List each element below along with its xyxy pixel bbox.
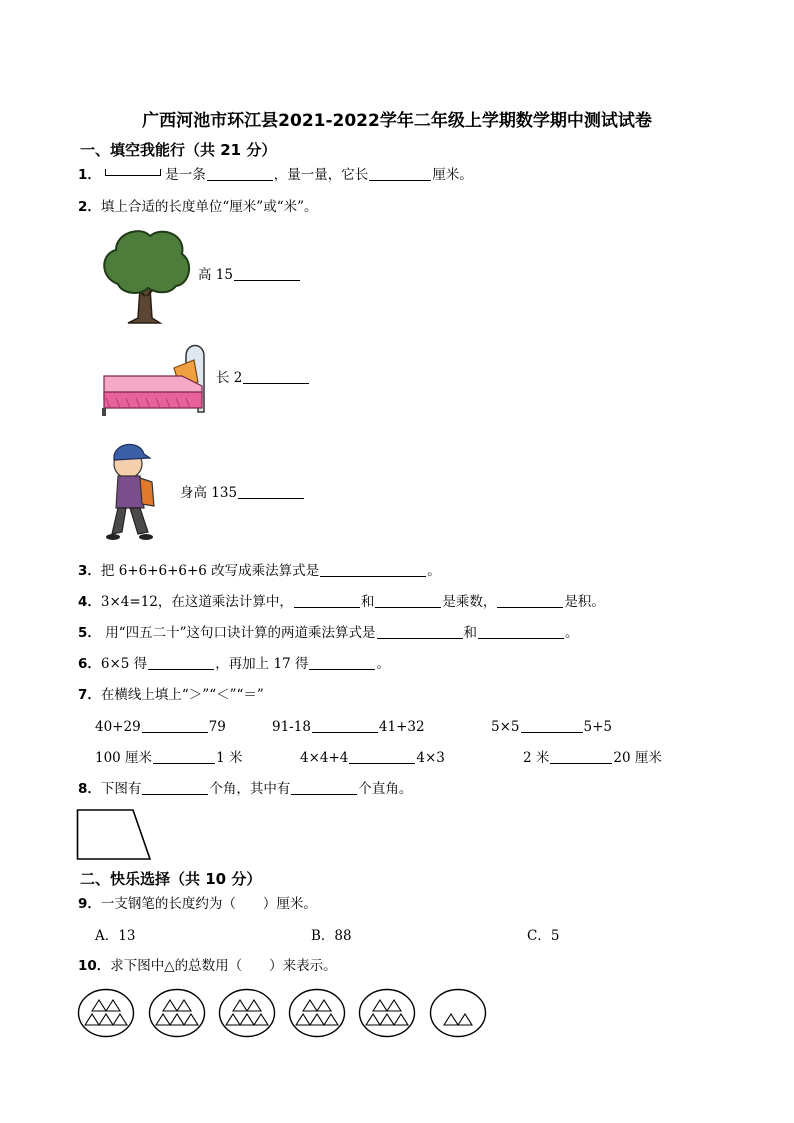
tree-height-label: 高 15 xyxy=(198,267,233,283)
triangle-group xyxy=(288,988,346,1038)
triangle-mark xyxy=(254,1014,268,1025)
triangle-mark xyxy=(303,1000,317,1011)
answer-blank[interactable] xyxy=(142,780,208,795)
compare-right: 4×3 xyxy=(416,750,445,766)
answer-blank[interactable] xyxy=(497,593,563,608)
compare-left: 2 米 xyxy=(523,750,550,766)
q1-text-b: ，量一量，它长 xyxy=(273,167,369,183)
triangle-mark xyxy=(85,1014,99,1025)
compare-item xyxy=(95,749,242,767)
question-number: 9． xyxy=(78,896,101,912)
q4-text-c: 是乘数， xyxy=(442,594,497,610)
question-10 xyxy=(78,957,337,975)
triangle-mark xyxy=(366,1014,380,1025)
triangle-mark xyxy=(247,1000,261,1011)
compare-left: 4×4+4 xyxy=(300,750,349,766)
triangle-mark xyxy=(99,1014,113,1025)
question-7 xyxy=(78,686,264,704)
question-number: 4． xyxy=(78,594,101,610)
exam-title: 广西河池市环江县2021-2022学年二年级上学期数学期中测试试卷 xyxy=(142,111,652,131)
triangle-mark xyxy=(92,1000,106,1011)
triangle-mark xyxy=(177,1000,191,1011)
triangle-mark xyxy=(458,1014,472,1025)
triangle-mark xyxy=(444,1014,458,1025)
q5-text-a: 用“四五二十”这句口诀计算的两道乘法算式是 xyxy=(100,625,376,641)
compare-left: 5×5 xyxy=(491,719,520,735)
q6-text-c: 。 xyxy=(376,656,390,672)
answer-blank[interactable] xyxy=(478,624,564,639)
triangle-group xyxy=(77,988,135,1038)
triangle-mark xyxy=(394,1014,408,1025)
question-4 xyxy=(78,593,605,611)
question-number: 5． xyxy=(78,625,101,641)
tree-image xyxy=(98,226,194,324)
answer-blank[interactable] xyxy=(294,593,360,608)
triangle-mark xyxy=(233,1000,247,1011)
question-number: 1． xyxy=(78,167,101,183)
answer-blank[interactable] xyxy=(243,369,309,384)
q5-text-c: 。 xyxy=(565,625,579,641)
triangle-group xyxy=(358,988,416,1038)
q1-text-a: 是一条 xyxy=(165,167,206,183)
compare-item xyxy=(300,749,445,767)
triangle-mark xyxy=(317,1000,331,1011)
boy-height-item xyxy=(180,484,305,502)
compare-right: 79 xyxy=(208,719,226,735)
q8-text-b: 个角，其中有 xyxy=(209,781,291,797)
answer-blank[interactable] xyxy=(309,655,375,670)
triangle-mark xyxy=(156,1014,170,1025)
triangle-mark xyxy=(324,1014,338,1025)
boy-height-label: 身高 135 xyxy=(180,485,238,501)
answer-blank[interactable] xyxy=(349,749,415,764)
q4-text-d: 是积。 xyxy=(564,594,605,610)
compare-item xyxy=(95,718,226,736)
answer-blank[interactable] xyxy=(377,624,463,639)
triangle-mark xyxy=(163,1000,177,1011)
section-1-heading: 一、填空我能行（共 21 分） xyxy=(80,141,277,159)
answer-blank[interactable] xyxy=(550,749,612,764)
answer-blank[interactable] xyxy=(142,718,208,733)
question-2 xyxy=(78,198,318,216)
question-number: 3． xyxy=(78,563,101,579)
question-number: 6． xyxy=(78,656,101,672)
question-6 xyxy=(78,655,390,673)
compare-right: 1 米 xyxy=(216,750,243,766)
bed-length-item xyxy=(216,369,310,387)
bed-image xyxy=(98,342,210,418)
question-8 xyxy=(78,780,412,798)
answer-blank[interactable] xyxy=(238,484,304,499)
answer-blank[interactable] xyxy=(153,749,215,764)
triangle-mark xyxy=(310,1014,324,1025)
compare-item xyxy=(491,718,612,736)
question-number: 2． xyxy=(78,199,101,215)
compare-right: 20 厘米 xyxy=(613,750,662,766)
answer-blank[interactable] xyxy=(234,266,300,281)
q5-text-b: 和 xyxy=(463,625,478,641)
triangle-mark xyxy=(113,1014,127,1025)
compare-left: 91-18 xyxy=(272,719,311,735)
q6-text-b: ，再加上 17 得 xyxy=(215,656,309,672)
triangle-mark xyxy=(106,1000,120,1011)
triangle-mark xyxy=(170,1014,184,1025)
q3-text-a: 把 6+6+6+6+6 改写成乘法算式是 xyxy=(100,563,320,579)
compare-item xyxy=(523,749,662,767)
triangle-group xyxy=(148,988,206,1038)
answer-blank[interactable] xyxy=(375,593,441,608)
q3-text-b: 。 xyxy=(427,563,441,579)
triangle-mark xyxy=(373,1000,387,1011)
section-2-heading: 二、快乐选择（共 10 分） xyxy=(80,870,262,888)
answer-blank[interactable] xyxy=(312,718,378,733)
q10-text: 求下图中△的总数用（ ）来表示。 xyxy=(110,958,337,974)
triangle-mark xyxy=(380,1014,394,1025)
question-number: 10． xyxy=(78,958,111,974)
q1-text-c: 厘米。 xyxy=(432,167,473,183)
compare-left: 100 厘米 xyxy=(95,750,153,766)
question-number: 7． xyxy=(78,687,101,703)
triangle-mark xyxy=(240,1014,254,1025)
bed-length-label: 长 2 xyxy=(216,370,243,386)
answer-blank[interactable] xyxy=(369,166,431,181)
option-b[interactable]: B．88 xyxy=(311,928,352,944)
compare-item xyxy=(272,718,425,736)
boy-image xyxy=(104,438,162,544)
answer-blank[interactable] xyxy=(521,718,583,733)
triangle-mark xyxy=(184,1014,198,1025)
answer-blank[interactable] xyxy=(148,655,214,670)
question-3 xyxy=(78,562,441,580)
triangle-mark xyxy=(226,1014,240,1025)
triangle-mark xyxy=(387,1000,401,1011)
q7-text: 在横线上填上“＞”“＜”“＝” xyxy=(100,687,264,703)
q8-text-a: 下图有 xyxy=(100,781,142,797)
question-1 xyxy=(78,166,473,184)
q8-text-c: 个直角。 xyxy=(358,781,413,797)
compare-right: 5+5 xyxy=(583,719,612,735)
line-segment-figure xyxy=(105,169,161,176)
option-a[interactable]: A．13 xyxy=(95,928,136,944)
tree-height-item xyxy=(198,266,301,284)
q9-text: 一支钢笔的长度约为（ ）厘米。 xyxy=(100,896,317,912)
q4-text-a: 3×4=12，在这道乘法计算中， xyxy=(100,594,293,610)
q6-text-a: 6×5 得 xyxy=(100,656,148,672)
triangle-mark xyxy=(296,1014,310,1025)
answer-blank[interactable] xyxy=(291,780,357,795)
compare-left: 40+29 xyxy=(95,719,141,735)
answer-blank[interactable] xyxy=(320,562,426,577)
trapezoid-figure xyxy=(76,808,152,862)
question-9 xyxy=(78,895,317,913)
question-5 xyxy=(78,624,579,642)
triangle-group xyxy=(429,988,487,1038)
q2-text: 填上合适的长度单位“厘米”或“米”。 xyxy=(100,199,318,215)
option-c[interactable]: C．5 xyxy=(527,928,560,944)
triangle-group xyxy=(218,988,276,1038)
q4-text-b: 和 xyxy=(360,594,375,610)
question-number: 8． xyxy=(78,781,101,797)
answer-blank[interactable] xyxy=(207,166,273,181)
compare-right: 41+32 xyxy=(378,719,425,735)
